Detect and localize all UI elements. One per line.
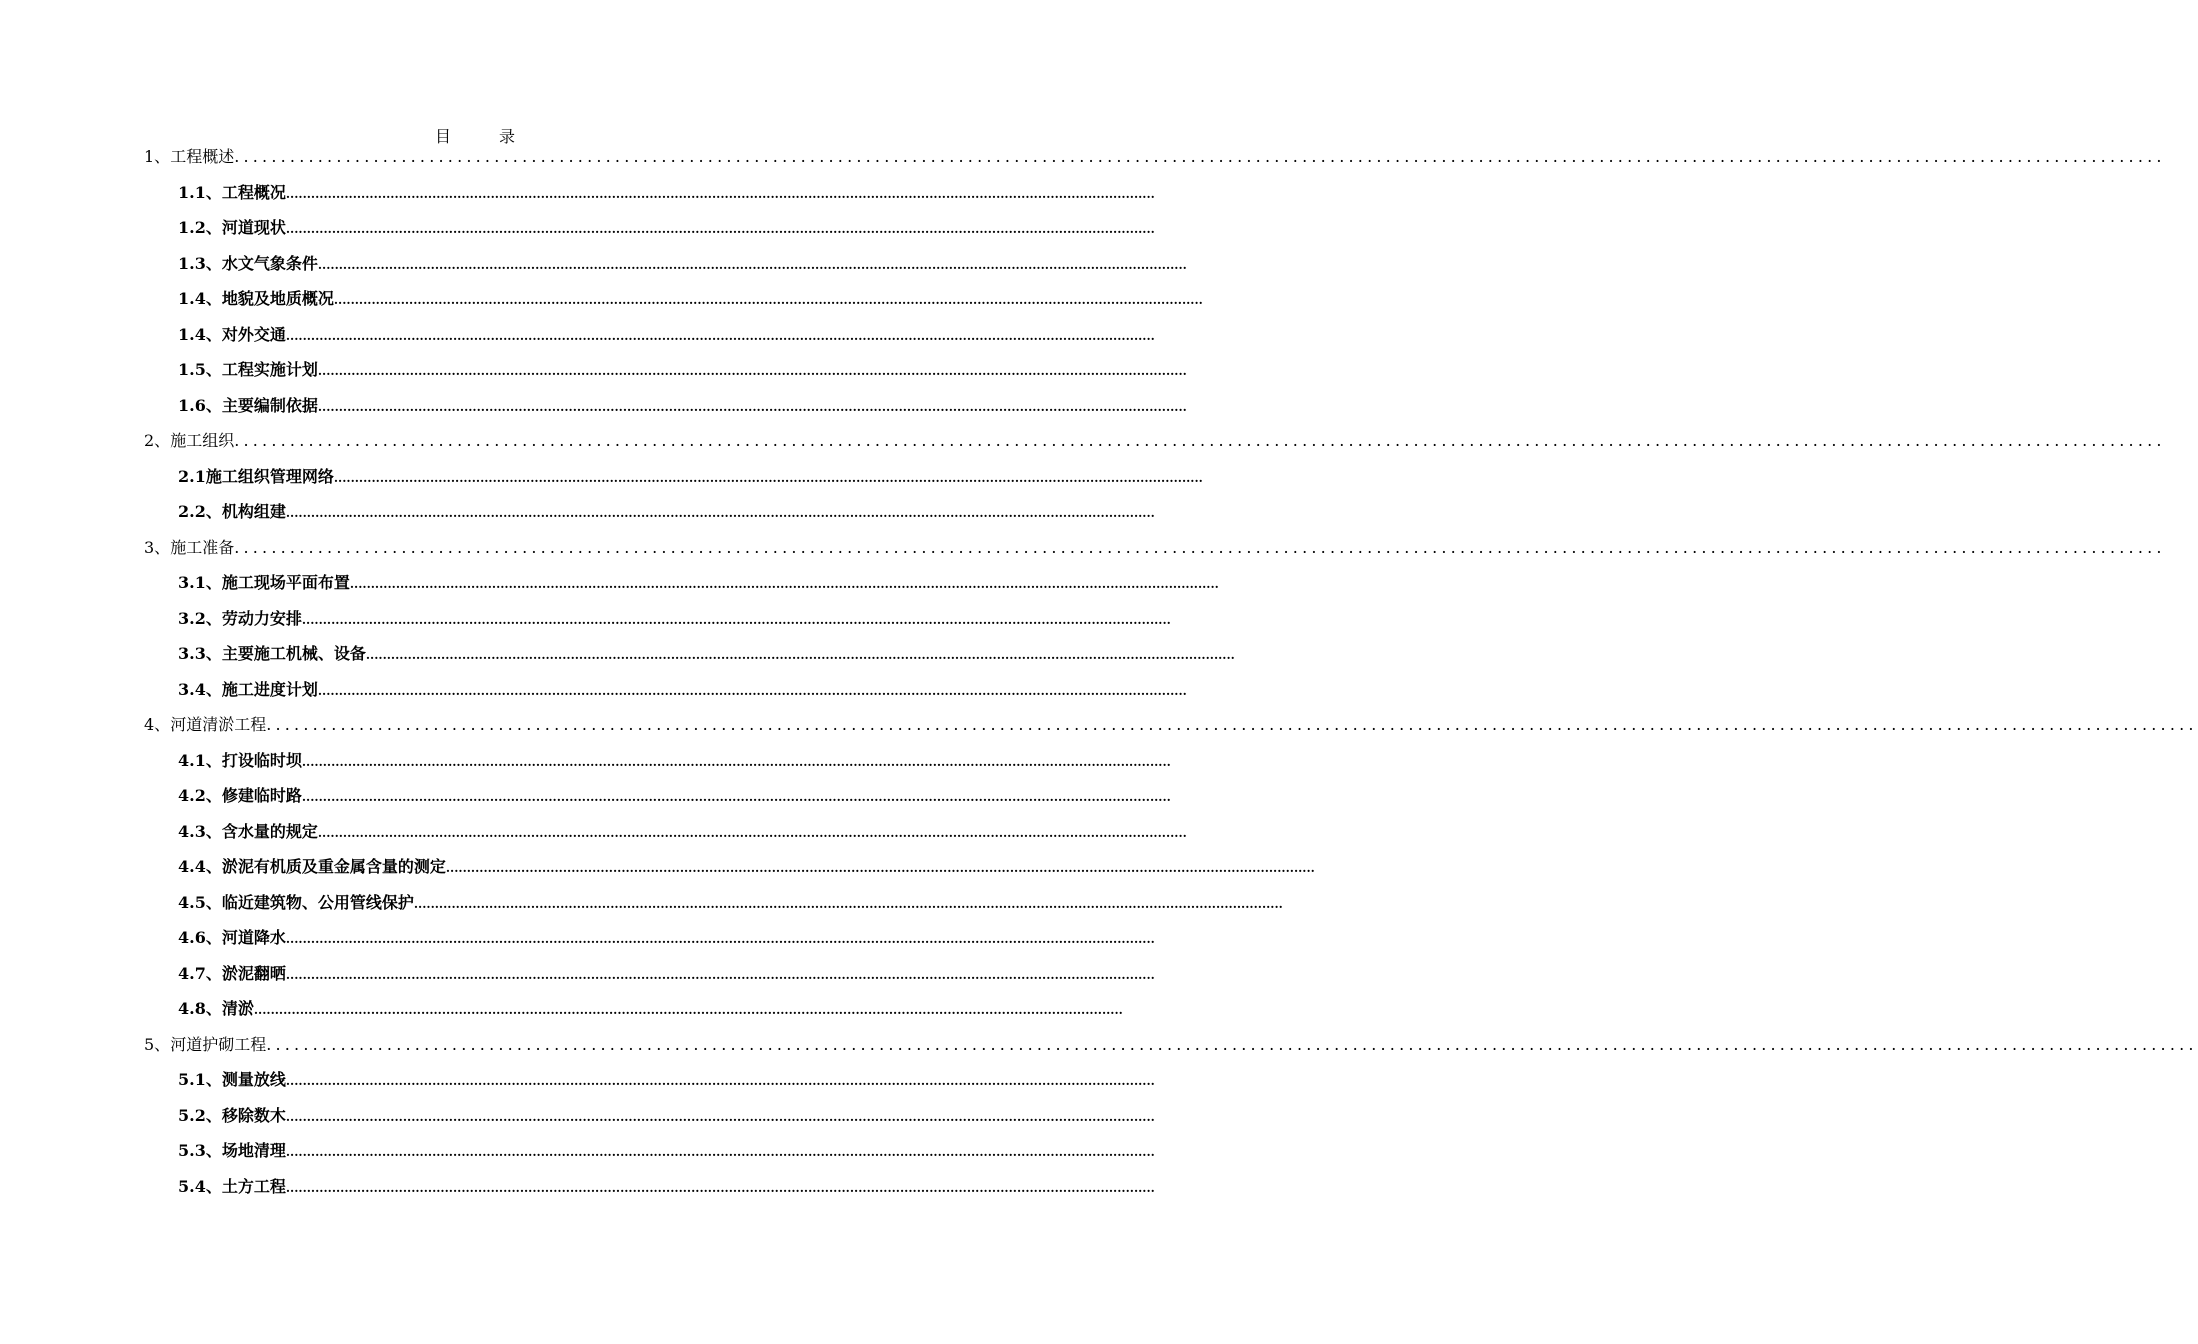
toc-entry[interactable]	[178, 607, 1171, 631]
toc-leader-dots: ................................................................................................................................................................................................................	[301, 754, 1171, 769]
toc-entry-number: 3、	[144, 537, 171, 557]
toc-entry[interactable]	[178, 500, 1155, 524]
toc-leader-dots: ................................................................................................................................................................................................................	[301, 790, 1171, 804]
toc-entry-label: 施工进度计划	[221, 679, 318, 699]
toc-entry-label: 打设临时坝	[221, 750, 302, 770]
toc-entry[interactable]	[178, 642, 1235, 666]
toc-leader-dots: ................................................................................................................................................................................................................	[266, 715, 2198, 734]
toc-entry-label: 地貌及地质概况	[221, 289, 334, 308]
toc-entry[interactable]	[178, 926, 1155, 950]
toc-entry-number: 4.6、	[178, 928, 222, 947]
toc-entry-label: 施工现场平面布置	[221, 573, 350, 592]
toc-entry-number: 1.2、	[178, 218, 222, 237]
toc-entry-number: 4.7、	[178, 963, 222, 983]
toc-entry-number: 4.3、	[178, 821, 222, 841]
toc-leader-dots: ................................................................................................................................................................................................................	[285, 932, 1155, 946]
toc-entry-number: 2.2、	[178, 502, 222, 521]
toc-entry-number: 5.4、	[178, 1176, 222, 1196]
toc-entry[interactable]	[178, 749, 1171, 773]
toc-entry[interactable]	[178, 855, 1315, 879]
toc-leader-dots: ................................................................................................................................................................................................................	[285, 1109, 1155, 1124]
toc-leader-dots: ................................................................................................................................................................................................................	[285, 328, 1155, 343]
toc-entry[interactable]	[178, 1175, 1155, 1199]
toc-leader-dots: ................................................................................................................................................................................................................	[317, 257, 1187, 272]
toc-entry-number: 5、	[144, 1034, 171, 1054]
toc-entry-label: 移除数木	[221, 1105, 286, 1125]
toc-entry-label: 水文气象条件	[221, 253, 318, 273]
toc-entry-number: 3.4、	[178, 679, 222, 699]
toc-leader-dots: ................................................................................................................................................................................................................	[266, 1034, 2198, 1054]
toc-entry-number: 4、	[144, 715, 171, 734]
toc-leader-dots: ................................................................................................................................................................................................................	[285, 1074, 1155, 1088]
toc-entry-label: 清淤	[221, 999, 254, 1018]
toc-entry-label: 淤泥翻晒	[221, 963, 286, 983]
toc-entry[interactable]	[178, 1139, 1155, 1163]
toc-entry-number: 1.4、	[178, 289, 222, 308]
toc-entry-label: 淤泥有机质及重金属含量的测定	[221, 857, 446, 876]
toc-entry-label: 河道现状	[221, 218, 286, 237]
toc-leader-dots: ................................................................................................................................................................................................................	[333, 293, 1203, 307]
toc-leader-dots: ................................................................................................................................................................................................................	[349, 577, 1219, 591]
toc-entry-label: 对外交通	[221, 324, 286, 344]
toc-entry-number: 4.8、	[178, 999, 222, 1018]
toc-entry[interactable]	[178, 323, 1155, 347]
toc-entry[interactable]	[144, 429, 2166, 453]
toc-leader-dots: ................................................................................................................................................................................................................	[234, 147, 2166, 166]
toc-entry-label: 河道护砌工程	[170, 1034, 267, 1054]
toc-entry-number: 2.1	[178, 466, 206, 486]
toc-leader-dots: ................................................................................................................................................................................................................	[365, 648, 1235, 662]
toc-entry[interactable]	[178, 287, 1203, 311]
toc-entry-label: 河道清淤工程	[170, 715, 267, 734]
toc-entry[interactable]	[178, 571, 1219, 595]
toc-title-char-1: 目	[434, 127, 451, 146]
toc-leader-dots: ................................................................................................................................................................................................................	[413, 896, 1283, 911]
toc-entry-label: 主要编制依据	[221, 395, 318, 415]
toc-leader-dots: ................................................................................................................................................................................................................	[285, 506, 1155, 520]
toc-entry-number: 1.5、	[178, 360, 222, 379]
toc-entry-label: 机构组建	[221, 502, 286, 521]
toc-leader-dots: ................................................................................................................................................................................................................	[285, 1180, 1155, 1195]
toc-entry-number: 3.2、	[178, 608, 222, 628]
toc-entry[interactable]	[178, 784, 1171, 808]
toc-entry-number: 1.6、	[178, 395, 222, 415]
toc-entry-label: 临近建筑物、公用管线保护	[221, 892, 414, 912]
toc-entry-number: 1.1、	[178, 182, 222, 202]
toc-leader-dots: ................................................................................................................................................................................................................	[285, 186, 1155, 201]
toc-leader-dots: ................................................................................................................................................................................................................	[234, 431, 2166, 450]
toc-entry-number: 3.3、	[178, 644, 222, 663]
toc-leader-dots: ................................................................................................................................................................................................................	[317, 825, 1187, 840]
toc-entry-label: 土方工程	[221, 1176, 286, 1196]
toc-leader-dots: ................................................................................................................................................................................................................	[317, 364, 1187, 378]
toc-entry[interactable]	[178, 891, 1283, 915]
toc-entry[interactable]	[178, 358, 1187, 382]
toc-entry[interactable]	[178, 997, 1123, 1021]
toc-entry-label: 施工组织管理网络	[205, 466, 334, 486]
toc-leader-dots: ................................................................................................................................................................................................................	[317, 399, 1187, 414]
toc-entry[interactable]	[178, 181, 1155, 205]
toc-entry-label: 施工准备	[170, 537, 235, 557]
toc-entry-number: 1.4、	[178, 324, 222, 344]
toc-entry-label: 场地清理	[221, 1141, 286, 1160]
toc-entry[interactable]	[178, 216, 1155, 240]
toc-entry-label: 修建临时路	[221, 786, 302, 805]
toc-entry[interactable]	[178, 962, 1155, 986]
toc-entry-number: 4.5、	[178, 892, 222, 912]
toc-leader-dots: ................................................................................................................................................................................................................	[333, 470, 1203, 485]
toc-entry-label: 工程概况	[221, 182, 286, 202]
toc-entry[interactable]	[178, 465, 1203, 489]
toc-entry-number: 4.2、	[178, 786, 222, 805]
toc-entry[interactable]	[178, 678, 1187, 702]
toc-entry[interactable]	[178, 252, 1187, 276]
toc-entry-label: 含水量的规定	[221, 821, 318, 841]
toc-entry[interactable]	[144, 145, 2166, 169]
toc-entry-label: 测量放线	[221, 1070, 286, 1089]
toc-entry[interactable]	[178, 394, 1187, 418]
toc-entry-number: 5.1、	[178, 1070, 222, 1089]
toc-entry-number: 3.1、	[178, 573, 222, 592]
toc-leader-dots: ................................................................................................................................................................................................................	[234, 537, 2166, 557]
toc-leader-dots: ................................................................................................................................................................................................................	[317, 683, 1187, 698]
toc-title	[0, 124, 950, 147]
toc-entry[interactable]	[144, 1033, 2198, 1057]
toc-leader-dots: ................................................................................................................................................................................................................	[445, 861, 1315, 875]
toc-entry-number: 1.3、	[178, 253, 222, 273]
toc-entry[interactable]	[178, 820, 1187, 844]
toc-entry-number: 4.1、	[178, 750, 222, 770]
toc-entry-label: 工程实施计划	[221, 360, 318, 379]
toc-leader-dots: ................................................................................................................................................................................................................	[301, 612, 1171, 627]
toc-entry[interactable]	[178, 1104, 1155, 1128]
toc-entry-number: 5.3、	[178, 1141, 222, 1160]
toc-leader-dots: ................................................................................................................................................................................................................	[253, 1003, 1123, 1017]
toc-entry-label: 工程概述	[170, 147, 235, 166]
toc-leader-dots: ................................................................................................................................................................................................................	[285, 1145, 1155, 1159]
toc-entry-number: 1、	[144, 147, 171, 166]
toc-entry-number: 2、	[144, 431, 171, 450]
toc-entry-number: 4.4、	[178, 857, 222, 876]
toc-entry[interactable]	[144, 536, 2166, 560]
toc-entry[interactable]	[178, 1068, 1155, 1092]
toc-title-char-2: 录	[499, 127, 516, 146]
toc-entry-label: 施工组织	[170, 431, 235, 450]
toc-leader-dots: ................................................................................................................................................................................................................	[285, 222, 1155, 236]
toc-entry-label: 主要施工机械、设备	[221, 644, 366, 663]
toc-entry[interactable]	[144, 713, 2198, 737]
toc-entry-label: 河道降水	[221, 928, 286, 947]
toc-entry-label: 劳动力安排	[221, 608, 302, 628]
toc-entry-number: 5.2、	[178, 1105, 222, 1125]
toc-leader-dots: ................................................................................................................................................................................................................	[285, 967, 1155, 982]
